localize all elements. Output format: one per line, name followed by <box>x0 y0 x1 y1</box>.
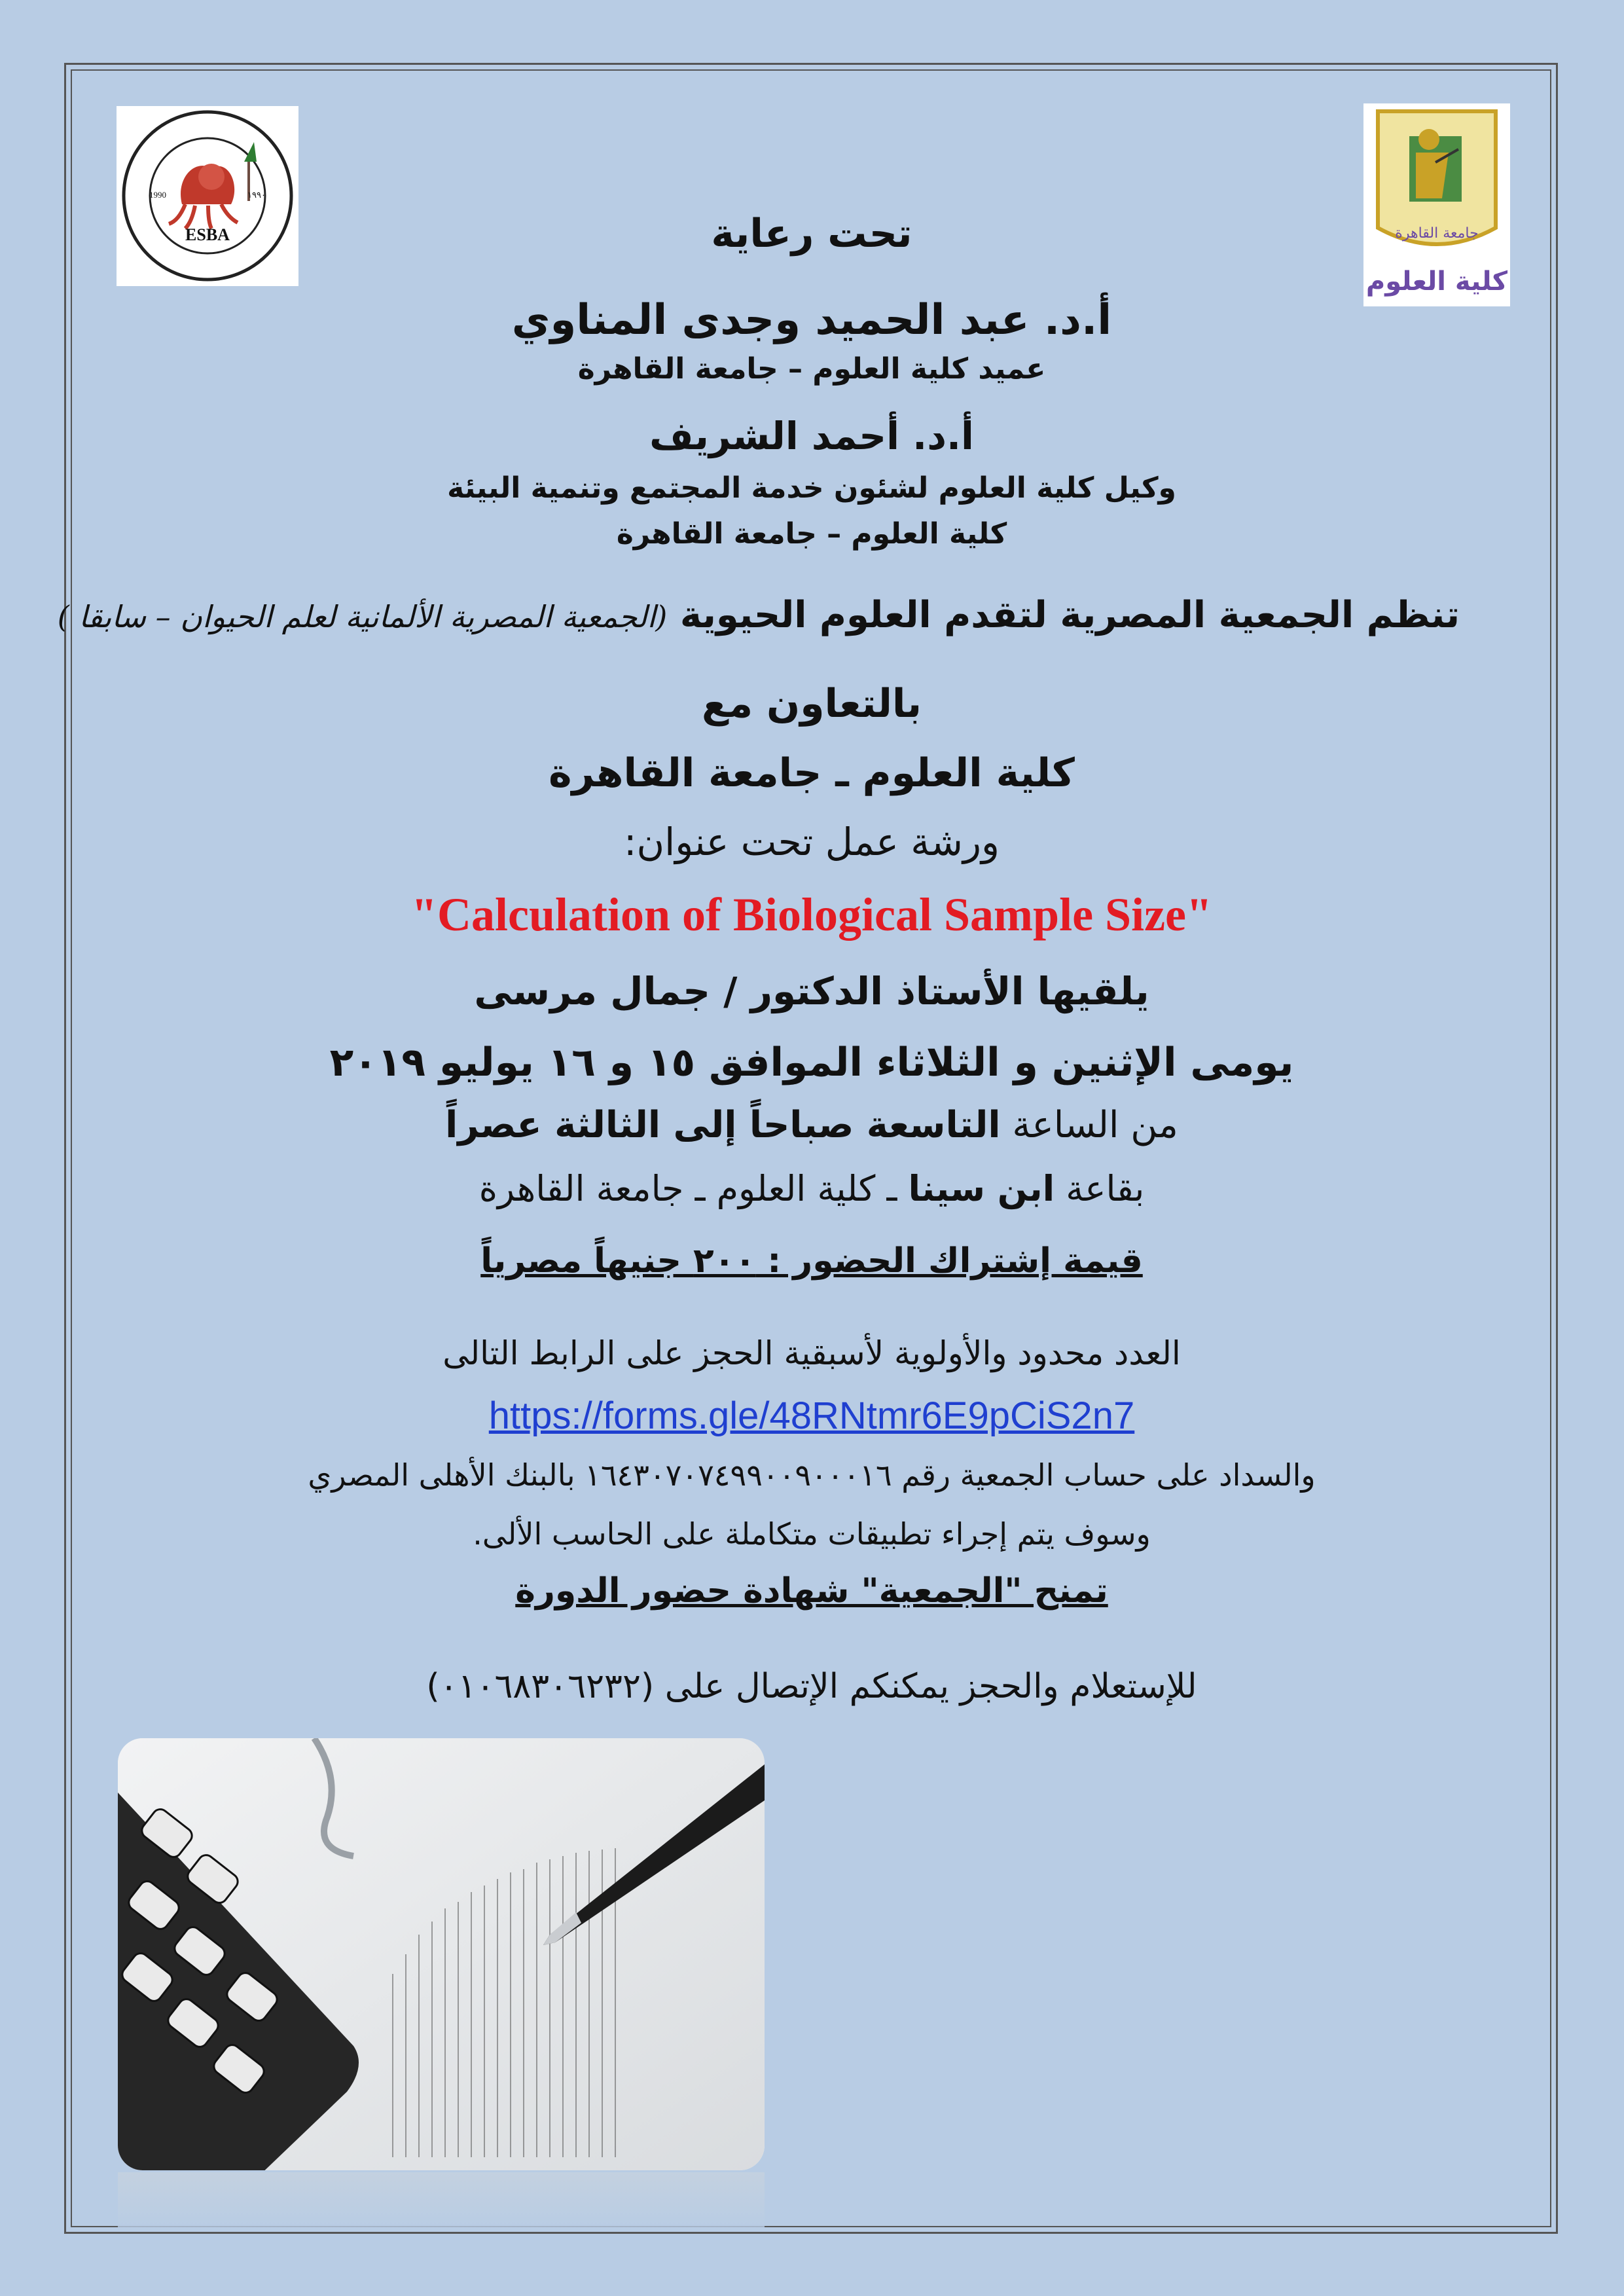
time-prefix: من الساعة <box>1012 1104 1178 1146</box>
contact-line: للإستعلام والحجز يمكنكم الإتصال على (٠١٠٦٨٣٠٦٢٣٢) <box>426 1667 1197 1706</box>
venue-prefix: بقاعة <box>1066 1168 1145 1209</box>
applications-note: وسوف يتم إجراء تطبيقات متكاملة على الحاسب الألى. <box>473 1516 1151 1552</box>
workshop-time <box>164 1104 1460 1146</box>
venue-hall: ابن سينا <box>908 1168 1055 1209</box>
venue-location: ـ كلية العلوم ـ جامعة القاهرة <box>478 1168 897 1209</box>
patron2-name: أ.د. أحمد الشريف <box>649 414 974 458</box>
time-range: التاسعة صباحاً إلى الثالثة عصراً <box>445 1104 1001 1146</box>
calculator-photo <box>118 1738 765 2170</box>
speaker-line: يلقيها الأستاذ الدكتور / جمال مرسى <box>474 969 1149 1013</box>
collaboration-partner: كلية العلوم ـ جامعة القاهرة <box>549 750 1075 796</box>
certificate-note: تمنح "الجمعية" شهادة حضور الدورة <box>515 1571 1108 1611</box>
patron2-affiliation: كلية العلوم – جامعة القاهرة <box>616 517 1007 551</box>
attendance-fee: قيمة إشتراك الحضور : ٢٠٠ جنيهاً مصرياً <box>480 1241 1143 1281</box>
patron1-name: أ.د. عبد الحميد وجدى المناوي <box>511 296 1112 344</box>
workshop-dates: يومى الإثنين و الثلاثاء الموافق ١٥ و ١٦ يوليو ٢٠١٩ <box>329 1040 1294 1085</box>
workshop-intro: ورشة عمل تحت عنوان: <box>624 820 1000 864</box>
esba-logo <box>117 106 298 286</box>
payment-details: والسداد على حساب الجمعية رقم ١٦٤٣٠٧٠٧٤٩٩٠٠٩٠٠٠١٦ بالبنك الأهلى المصري <box>308 1457 1316 1493</box>
esba-logo-year-left: 1990 <box>149 190 166 200</box>
esba-logo-text: ESBA <box>185 225 230 244</box>
registration-link[interactable]: https://forms.gle/48RNtmr6E9pCiS2n7 <box>488 1394 1135 1437</box>
faculty-logo-university: جامعة القاهرة <box>1395 225 1479 242</box>
registration-notice: العدد محدود والأولوية لأسبقية الحجز على الرابط التالى <box>442 1334 1181 1372</box>
collaboration-with: بالتعاون مع <box>701 681 922 727</box>
workshop-title: "Calculation of Biological Sample Size" <box>411 888 1212 941</box>
patronage-heading: تحت رعاية <box>711 211 912 257</box>
organizer-name: تنظم الجمعية المصرية لتقدم العلوم الحيوية <box>679 594 1460 636</box>
organizer-line <box>57 594 1460 636</box>
faculty-of-science-logo <box>1363 103 1510 306</box>
faculty-logo-faculty: كلية العلوم <box>1365 266 1508 297</box>
organizer-former-name: (الجمعية المصرية الألمانية لعلم الحيوان – سابقا ) <box>57 599 668 634</box>
patron1-title: عميد كلية العلوم – جامعة القاهرة <box>577 352 1046 386</box>
photo-reflection <box>118 2172 765 2231</box>
esba-logo-year-right: ١٩٩٠ <box>247 190 266 200</box>
patron2-title: وكيل كلية العلوم لشئون خدمة المجتمع وتنمية البيئة <box>447 471 1176 505</box>
registration-link-row <box>164 1393 1460 1438</box>
workshop-venue <box>164 1168 1460 1209</box>
